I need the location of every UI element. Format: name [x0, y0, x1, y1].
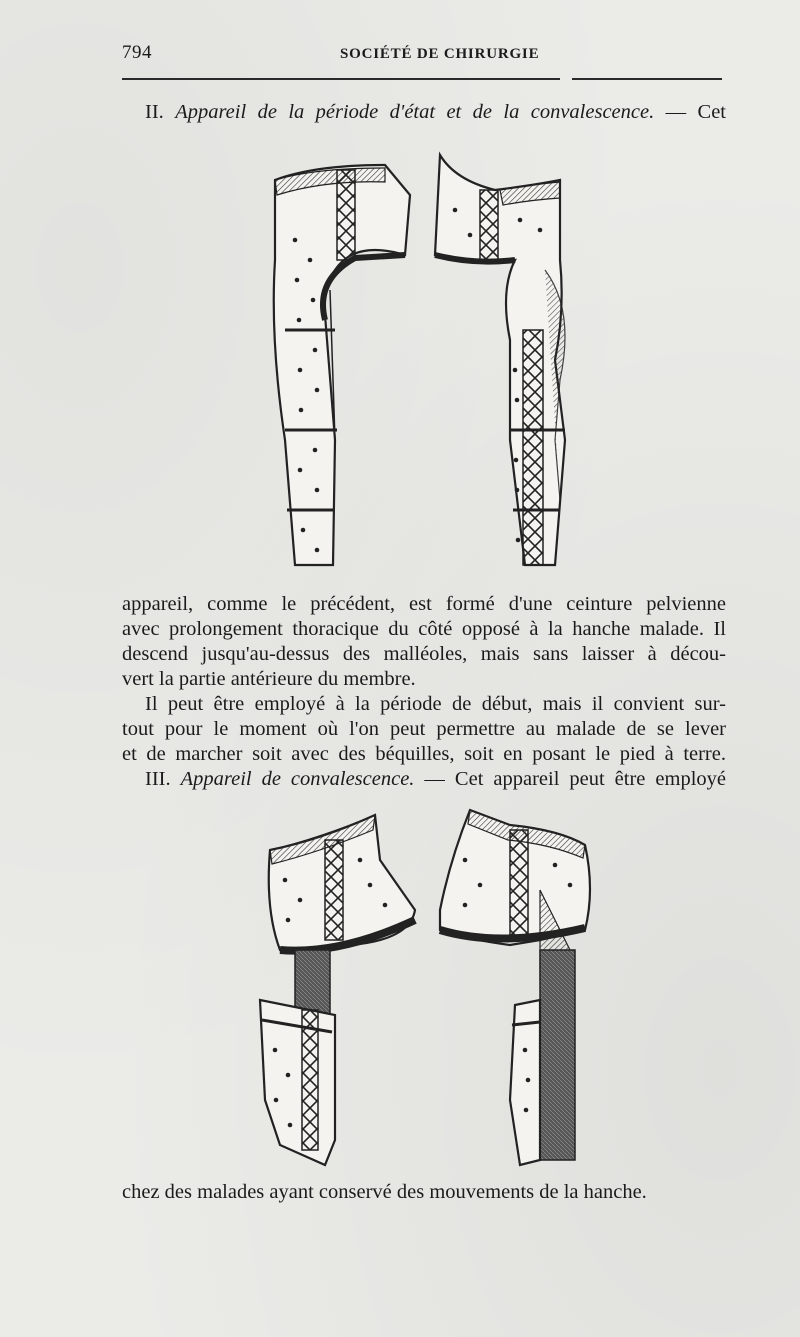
convalescence-left-view: [260, 815, 415, 1165]
heading-iii-numeral: III.: [145, 768, 171, 790]
figure-apparatus-state-period: [255, 140, 590, 575]
figure-apparatus-convalescence: [240, 800, 610, 1172]
apparatus-left-view: [274, 165, 410, 565]
heading-ii-title: Appareil de la période d'état et de la convalescence.: [175, 101, 655, 123]
convalescence-right-view: [440, 810, 590, 1165]
apparatus-illustration-1: [255, 140, 590, 575]
heading-ii-numeral: II.: [145, 101, 164, 123]
heading-ii: [145, 100, 726, 124]
paragraph-1-line-4: vert la partie antérieure du membre.: [122, 668, 416, 690]
header-rule-right: [572, 78, 722, 80]
apparatus-illustration-2: [240, 800, 610, 1172]
apparatus-right-view: [435, 155, 565, 565]
heading-iii: [145, 767, 726, 791]
paragraph-2-line-1: Il peut être employé à la période de début, mais il convient sur-: [145, 693, 726, 715]
paragraph-1-line-3: descend jusqu'au-dessus des malléoles, mais sans laisser à décou-: [122, 643, 726, 665]
heading-iii-continuation: — Cet appareil peut être employé: [424, 768, 726, 790]
header-rule: [122, 78, 560, 80]
heading-ii-continuation: — Cet: [665, 101, 727, 123]
paragraph-3: chez des malades ayant conservé des mouvements de la hanche.: [122, 1181, 647, 1203]
paragraph-1-line-2: avec prolongement thoracique du côté opposé à la hanche malade. Il: [122, 618, 726, 640]
heading-iii-title: Appareil de convalescence.: [180, 768, 415, 790]
paragraph-2-line-2: tout pour le moment où l'on peut permettre au malade de se lever: [122, 718, 726, 740]
page-header: [122, 40, 722, 70]
paragraph-2-line-3: et de marcher soit avec des béquilles, soit en posant le pied à terre.: [122, 743, 726, 765]
running-title: SOCIÉTÉ DE CHIRURGIE: [340, 46, 540, 62]
page-number: 794: [122, 42, 152, 63]
paragraph-1-line-1: appareil, comme le précédent, est formé d'une ceinture pelvienne: [122, 593, 726, 615]
